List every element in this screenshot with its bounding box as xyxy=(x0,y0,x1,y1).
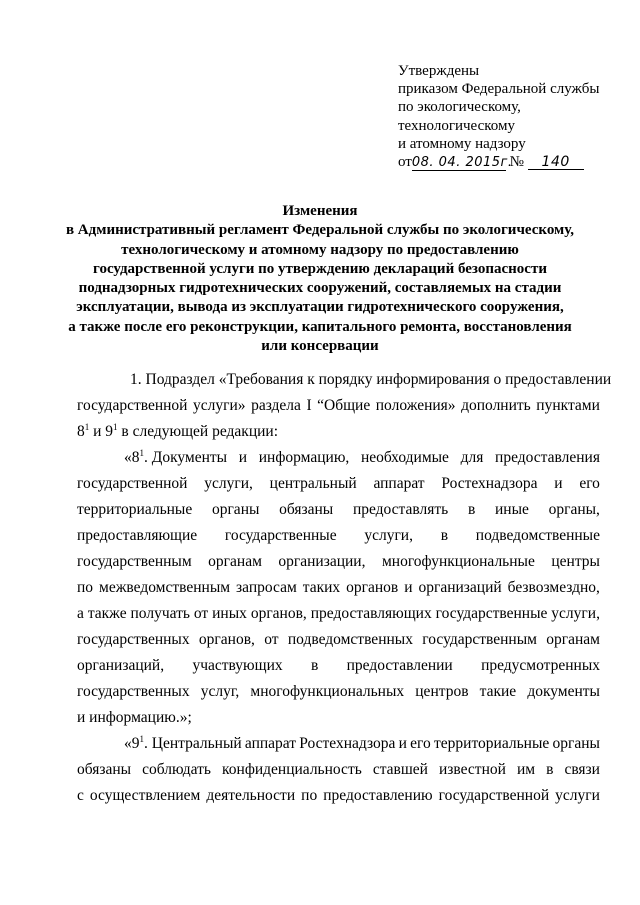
word: подведомственные xyxy=(475,527,600,544)
word: “Общие xyxy=(317,397,371,414)
word: и xyxy=(398,735,407,752)
word: такие xyxy=(479,683,517,700)
word xyxy=(124,731,242,757)
item1-line1: 1. Подраздел «Требования к порядку информирования о предоставлении xyxy=(130,371,612,388)
superscript: 1 xyxy=(139,448,144,458)
word: иных xyxy=(212,605,247,622)
word: предусмотренных xyxy=(481,657,600,674)
word: органы, xyxy=(548,501,600,518)
superscript: 1 xyxy=(113,422,118,432)
point-open: «9 xyxy=(124,735,140,752)
word: с xyxy=(77,787,84,804)
word: его xyxy=(579,475,600,492)
approval-line: по экологическому, xyxy=(398,99,521,116)
word: многофункциональные xyxy=(381,553,535,570)
item8-paragraph xyxy=(77,471,600,705)
word: информацию, xyxy=(258,449,350,466)
approval-block xyxy=(398,62,599,171)
word: и xyxy=(404,579,413,596)
word: предоставлять xyxy=(352,501,449,518)
word: получать xyxy=(130,605,190,622)
item8-line1 xyxy=(77,445,600,471)
word: им xyxy=(516,761,536,778)
text-line xyxy=(77,601,600,627)
text-line xyxy=(77,757,600,783)
word: услуги, xyxy=(551,605,600,622)
word: услуги xyxy=(555,787,600,804)
text-line xyxy=(77,471,600,497)
word: многофункциональных xyxy=(250,683,405,700)
superscript: 1 xyxy=(139,734,144,744)
title-line: в Административный регламент Федеральной службы по экологическому, xyxy=(65,222,575,239)
word: услуг, xyxy=(200,683,240,700)
word: участвующих xyxy=(192,657,283,674)
title-line: поднадзорных гидротехнических сооружений, составляемых на стадии xyxy=(78,280,562,297)
word: предоставления xyxy=(495,449,600,466)
word: также xyxy=(87,605,127,622)
word: территориальные xyxy=(434,735,550,752)
title-line: а также после его реконструкции, капитального ремонта, восстановления xyxy=(68,318,572,335)
word: государственные xyxy=(224,527,337,544)
item9-paragraph xyxy=(77,757,600,809)
date-prefix: от xyxy=(398,154,412,171)
word: в xyxy=(546,761,554,778)
word: запросам xyxy=(236,579,297,596)
word: государственных xyxy=(77,631,190,648)
word: органов xyxy=(346,579,399,596)
word: Ростехнадзора xyxy=(441,475,538,492)
word: органов, xyxy=(198,631,255,648)
word: государственной xyxy=(438,787,550,804)
text-line xyxy=(77,627,600,653)
text-line xyxy=(77,679,600,705)
word: положения» xyxy=(375,397,456,414)
word: необходимые xyxy=(360,449,449,466)
word: государственной xyxy=(77,397,188,414)
text-line xyxy=(77,783,600,809)
word: услуги» xyxy=(193,397,246,414)
word: в xyxy=(310,657,319,674)
title-line: государственной услуги по утверждению деклараций безопасности xyxy=(93,260,547,277)
word: органов, xyxy=(250,605,307,622)
text-line xyxy=(77,549,600,575)
title-line: эксплуатации, вывода из эксплуатации гидротехнического сооружения, xyxy=(76,299,564,316)
approval-line: и атомному надзору xyxy=(398,135,526,152)
word: соблюдать xyxy=(142,761,211,778)
word: органы xyxy=(211,501,260,518)
word: по xyxy=(301,787,318,804)
word: безвозмездно, xyxy=(507,579,600,596)
text: в следующей редакции: xyxy=(117,423,279,440)
word: I xyxy=(306,397,312,414)
word: для xyxy=(460,449,484,466)
handwritten-date: 08. 04. 2015г. xyxy=(411,155,513,171)
word: Ростехнадзора xyxy=(299,735,396,752)
superscript: 1 xyxy=(84,422,90,432)
word: обязаны xyxy=(77,761,132,778)
document-title xyxy=(60,202,580,356)
word: организаций xyxy=(418,579,502,596)
title-line: технологическому и атомному надзору по предоставлению xyxy=(121,241,519,258)
word: известной xyxy=(439,761,506,778)
word: и xyxy=(238,449,248,466)
word: и xyxy=(554,475,563,492)
approval-date-line xyxy=(398,153,599,171)
word: аппарат xyxy=(244,735,297,752)
word: межведомственным xyxy=(99,579,231,596)
word: связи xyxy=(564,761,600,778)
handwritten-number: 140 xyxy=(528,155,584,170)
word: центральный xyxy=(269,475,357,492)
item1-line2 xyxy=(77,393,600,419)
word: от xyxy=(264,631,279,648)
word: его xyxy=(410,735,431,752)
word: территориальные xyxy=(77,501,193,518)
word: в xyxy=(440,527,449,544)
word: в xyxy=(467,501,476,518)
word: осуществлением xyxy=(89,787,201,804)
word: аппарат xyxy=(373,475,425,492)
word: пунктами xyxy=(536,397,600,414)
word: предоставлении xyxy=(346,657,453,674)
word xyxy=(124,445,227,471)
word: предоставляющие xyxy=(77,527,198,544)
word: услуги, xyxy=(364,527,413,544)
approval-line: Утверждены xyxy=(398,63,480,79)
title-line: или консервации xyxy=(261,338,379,355)
title-heading: Изменения xyxy=(282,203,358,219)
word: дополнить xyxy=(461,397,531,414)
point-open: «8 xyxy=(124,449,140,466)
word: подведомственных xyxy=(287,631,413,648)
word: а xyxy=(77,605,84,622)
item1-line3 xyxy=(77,419,600,445)
word: государственным xyxy=(77,553,192,570)
word: предоставлению xyxy=(323,787,433,804)
word: ставшей xyxy=(372,761,428,778)
word: документы xyxy=(527,683,600,700)
word: центров xyxy=(415,683,469,700)
text-line xyxy=(77,497,600,523)
word: государственные xyxy=(435,605,548,622)
word: по xyxy=(77,579,94,596)
word: государственным xyxy=(422,631,537,648)
word: органам xyxy=(546,631,600,648)
word: раздела xyxy=(251,397,301,414)
word: государственных xyxy=(77,683,190,700)
number-label: № xyxy=(509,154,524,171)
word: предоставляющих xyxy=(310,605,432,622)
word: конфиденциальность xyxy=(222,761,362,778)
word: государственной xyxy=(77,475,188,492)
approval-line: приказом Федеральной службы xyxy=(398,81,600,98)
word: услуги, xyxy=(204,475,253,492)
text: и 9 xyxy=(89,423,114,440)
word: иные xyxy=(495,501,529,518)
word: организации, xyxy=(278,553,366,570)
item8-last-line: и информацию.»; xyxy=(77,709,192,726)
word: . Документы xyxy=(144,449,228,466)
word: деятельности xyxy=(206,787,296,804)
word: организаций, xyxy=(77,657,165,674)
point-8: 8 xyxy=(77,423,85,440)
text-line xyxy=(77,575,600,601)
approval-line: технологическому xyxy=(398,117,515,134)
word: . Центральный xyxy=(144,735,242,752)
word: таких xyxy=(302,579,341,596)
text-line xyxy=(77,653,600,679)
word: от xyxy=(193,605,209,622)
word: органам xyxy=(208,553,262,570)
word: органы xyxy=(552,735,600,752)
item9-line1 xyxy=(77,731,600,757)
text-line xyxy=(77,523,600,549)
word: центры xyxy=(551,553,600,570)
document-body xyxy=(77,367,612,809)
word: обязаны xyxy=(279,501,334,518)
